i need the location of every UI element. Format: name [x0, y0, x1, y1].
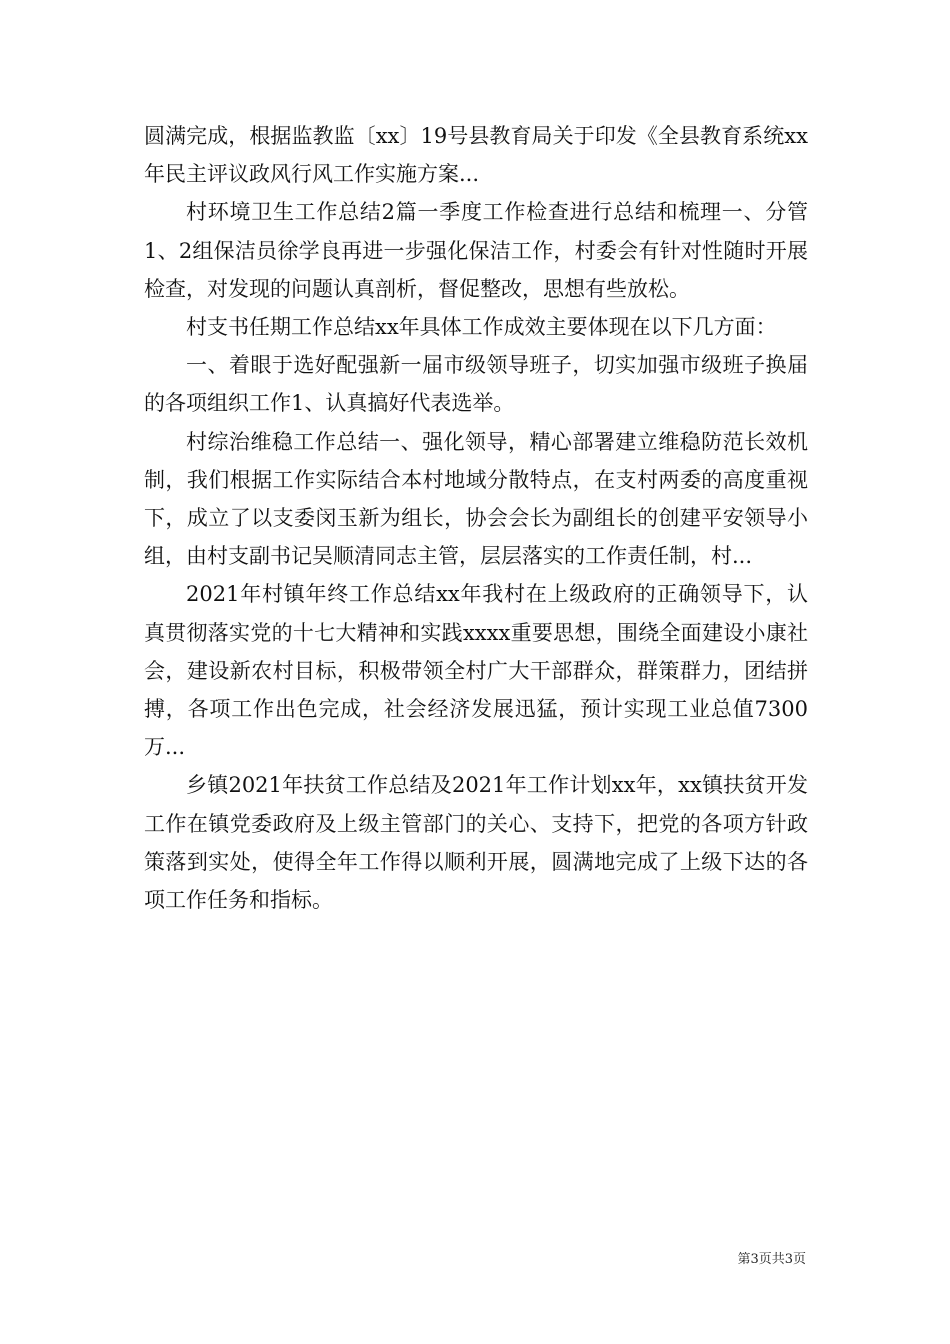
paragraph-leadership-team: 一、着眼于选好配强新一届市级领导班子，切实加强市级班子换届的各项组织工作1、认真搞好代表选举。 — [144, 353, 808, 416]
paragraph-year-end-summary: 2021年村镇年终工作总结xx年我村在上级政府的正确领导下，认真贯彻落实党的十七大精神和实践xxxx重要思想，围绕全面建设小康社会，建设新农村目标，积极带领全村广大干部群众，群策群力，团结拼搏，各项工作出色完成，社会经济发展迅猛，预计实现工业总值7300万... — [144, 582, 808, 760]
paragraph-poverty-alleviation: 乡镇2021年扶贫工作总结及2021年工作计划xx年，xx镇扶贫开发工作在镇党委政府及上级主管部门的关心、支持下，把党的各项方针政策落到实处，使得全年工作得以顺利开展，圆满地完成了上级下达的各项工作任务和指标。 — [144, 773, 808, 913]
page-number: 第3页共3页 — [737, 1252, 806, 1267]
paragraph-village-secretary: 村支书任期工作总结xx年具体工作成效主要体现在以下几方面： — [186, 315, 777, 340]
document-body — [144, 117, 808, 919]
paragraph-environment-sanitation: 村环境卫生工作总结2篇一季度工作检查进行总结和梳理一、分管1、2组保洁员徐学良再进一步强化保洁工作，村委会有针对性随时开展检查，对发现的问题认真剖析，督促整改，思想有些放松。 — [144, 200, 808, 301]
paragraph-stability: 村综治维稳工作总结一、强化领导，精心部署建立维稳防范长效机制，我们根据工作实际结合本村地域分散特点，在支村两委的高度重视下，成立了以支委闵玉新为组长，协会会长为副组长的创建平安领导小组，由村支副书记吴顺清同志主管，层层落实的工作责任制，村... — [144, 429, 808, 569]
paragraph-continuation: 圆满完成，根据监教监〔xx〕19号县教育局关于印发《全县教育系统xx年民主评议政风行风工作实施方案... — [144, 124, 808, 187]
